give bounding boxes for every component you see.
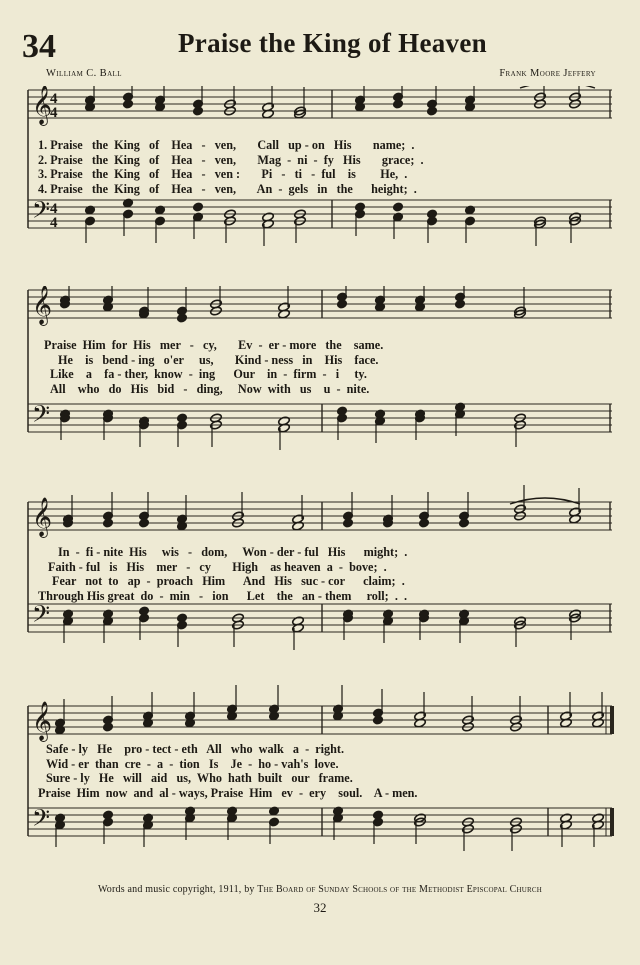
time-signature: 4 <box>50 201 58 217</box>
treble-clef: 𝄞 <box>32 86 53 125</box>
notehead <box>139 518 150 527</box>
notehead <box>393 202 404 211</box>
lyric-line: Through His great do - min - ion Let the an - them roll; . . <box>38 588 408 603</box>
lyric-line: 2. Praise the King of Hea - ven, Mag - ni - fy His grace; . <box>38 152 424 167</box>
time-signature: 4 <box>50 91 58 107</box>
copyright-notice <box>0 884 640 895</box>
notehead <box>455 299 466 308</box>
treble-clef: 𝄞 <box>32 497 53 537</box>
bass-clef: 𝄢 <box>32 400 51 433</box>
lyric-line: Fear not to ap - proach Him And His suc - cor claim; . <box>52 574 405 588</box>
notehead <box>343 518 354 527</box>
hymn-title: Praise the King of Heaven <box>178 28 487 58</box>
lyric-line: Wid - er than cre - a - tion Is Je - ho - vah's love. <box>46 756 339 771</box>
lyric-line: Faith - ful is His mer - cy High as heaven a - bove; . <box>48 559 387 574</box>
hymn-number: 34 <box>22 28 56 65</box>
lyric-line: Like a fa - ther, know - ing Our in - firm - i ty. <box>50 367 367 381</box>
copyright-prefix: Words and music copyright, 1911, by <box>97 884 255 895</box>
page-number: 32 <box>313 900 327 915</box>
lyric-line: In - fi - nite His wis - dom, Won - der - ful His might; . <box>58 545 408 559</box>
notehead <box>427 106 438 115</box>
lyric-line: 1. Praise the King of Hea - ven, Call up - on His name; . <box>38 138 415 152</box>
notehead <box>123 99 134 108</box>
lyric-line: Praise Him now and al - ways, Praise Him ev - ery soul. A - men. <box>38 785 418 800</box>
notehead <box>177 313 188 322</box>
time-signature: 4 <box>50 215 58 231</box>
notehead <box>103 518 114 527</box>
bass-clef: 𝄢 <box>32 196 51 229</box>
tie <box>520 86 595 88</box>
copyright-owner: The Board of Sunday Schools of the Methodist Episcopal Church <box>257 884 543 895</box>
notehead <box>193 106 204 115</box>
notehead <box>393 99 404 108</box>
tie <box>510 498 580 504</box>
lyric-line: Safe - ly He pro - tect - eth All who walk a - right. <box>46 742 344 756</box>
lyric-line: 4. Praise the King of Hea - ven, An - gels in the height; . <box>38 181 417 196</box>
lyric-line: 3. Praise the King of Hea - ven : Pi - ti - ful is He, . <box>38 167 408 181</box>
notehead <box>103 722 114 731</box>
bass-clef: 𝄢 <box>32 600 51 633</box>
notehead <box>193 202 204 211</box>
time-signature: 4 <box>50 105 58 121</box>
lyric-line: He is bend - ing o'er us, Kind - ness in His face. <box>58 352 379 367</box>
lyric-line: All who do His bid - ding, Now with us u - nite. <box>50 381 370 396</box>
treble-clef: 𝄞 <box>32 701 53 741</box>
composer-credit: Frank Moore Jeffery <box>499 68 596 79</box>
notehead <box>419 518 430 527</box>
notehead <box>459 518 470 527</box>
lyric-line: Praise Him for His mer - cy, Ev - er - more the same. <box>44 338 384 352</box>
treble-clef: 𝄞 <box>32 286 53 325</box>
bass-clef: 𝄢 <box>32 804 51 837</box>
author-credit: William C. Ball <box>46 68 122 79</box>
notehead <box>337 299 348 308</box>
lyric-line: Sure - ly He will aid us, Who hath built our frame. <box>46 771 353 785</box>
notehead <box>373 715 384 724</box>
